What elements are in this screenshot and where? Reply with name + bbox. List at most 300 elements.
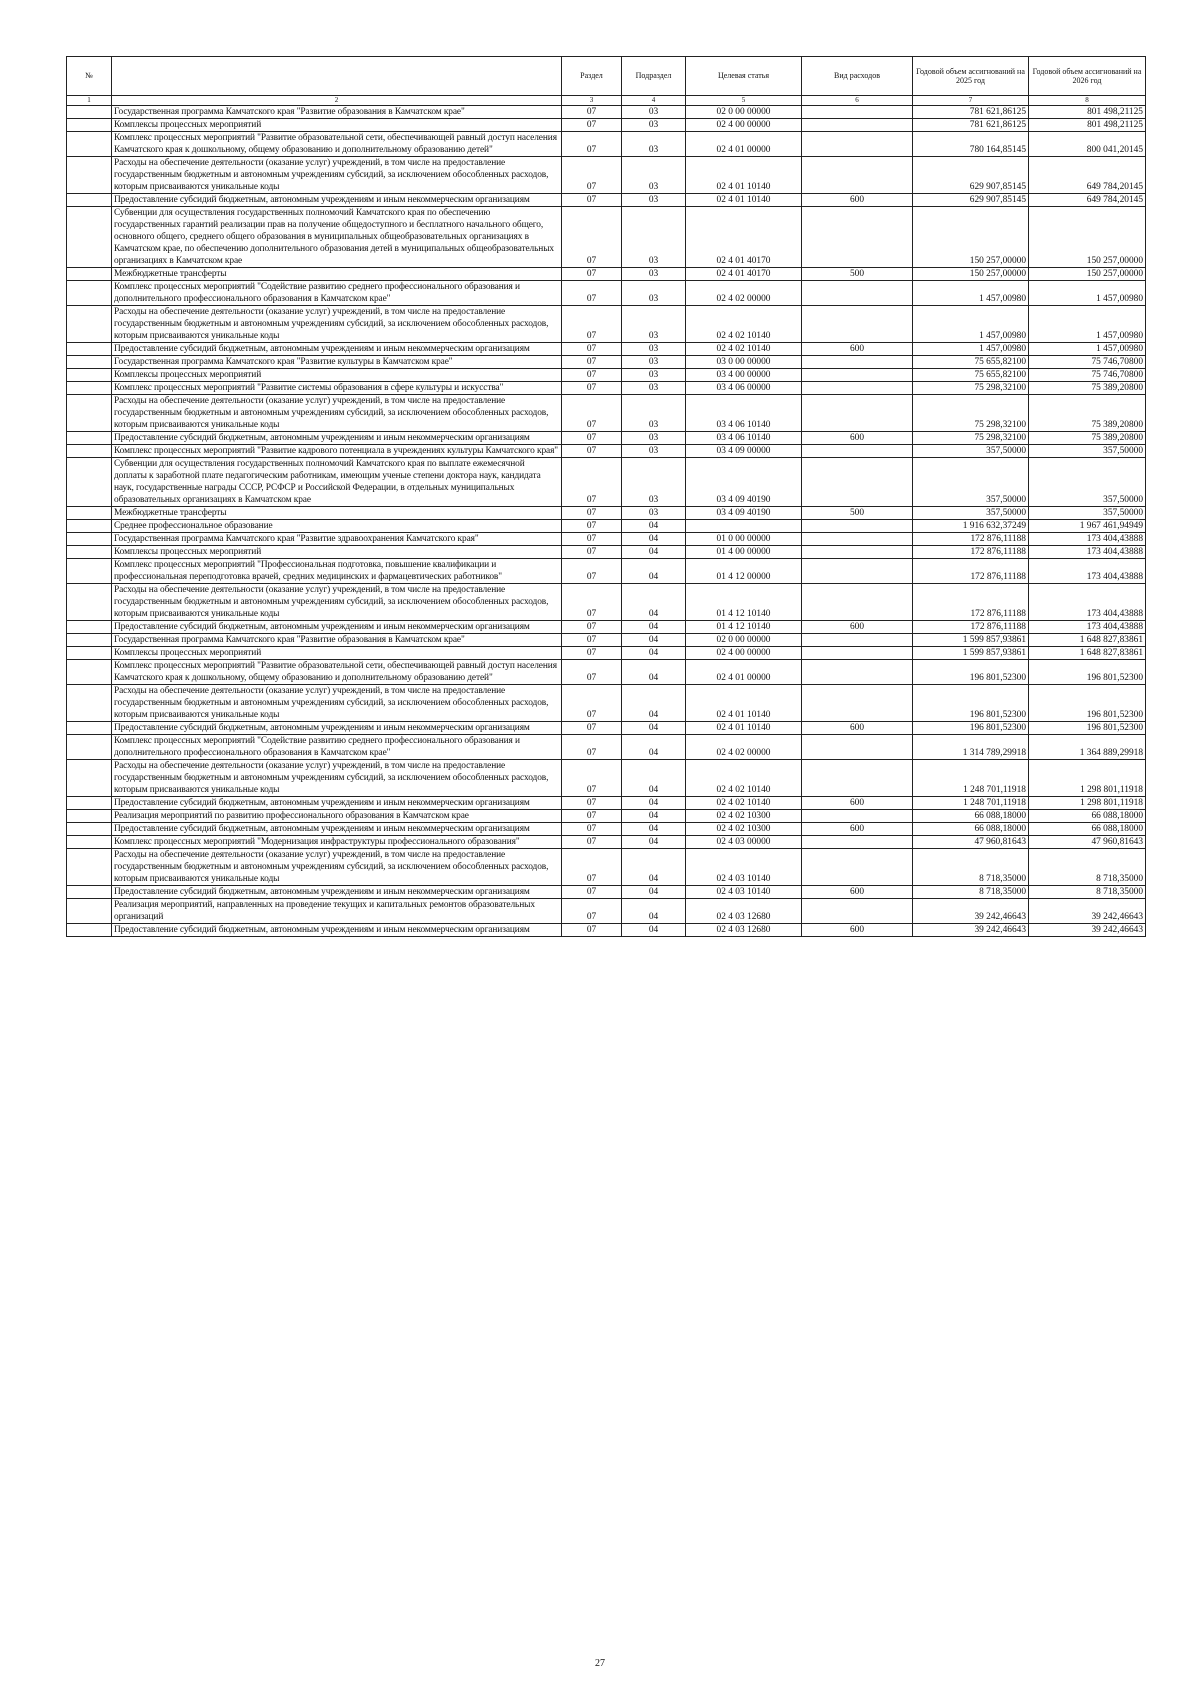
row-razdel-cell: 07 [562, 382, 622, 395]
row-target-article-cell: 02 4 01 10140 [686, 722, 802, 735]
row-amount-2025-cell: 8 718,35000 [913, 849, 1029, 886]
row-amount-2026-cell: 150 257,00000 [1029, 268, 1146, 281]
row-expense-type-cell: 600 [802, 343, 913, 356]
row-amount-2026-cell: 1 364 889,29918 [1029, 735, 1146, 760]
row-number-cell [67, 343, 112, 356]
row-amount-2026-cell: 173 404,43888 [1029, 533, 1146, 546]
row-amount-2025-cell: 75 655,82100 [913, 369, 1029, 382]
row-name-cell: Комплекс процессных мероприятий "Содействие развитию среднего профессионального образования и дополнительного профессионального образования в Камчатском крае" [112, 281, 562, 306]
row-podrazdel-cell: 04 [622, 797, 686, 810]
row-name-cell: Комплекс процессных мероприятий "Профессиональная подготовка, повышение квалификации и профессиональная переподготовка врачей, средних медицинских и фармацевтических работников" [112, 559, 562, 584]
header-expense-type: Вид расходов [802, 57, 913, 96]
row-amount-2025-cell: 39 242,46643 [913, 924, 1029, 937]
row-razdel-cell: 07 [562, 899, 622, 924]
row-target-article-cell: 03 4 06 10140 [686, 432, 802, 445]
row-target-article-cell: 02 4 02 00000 [686, 735, 802, 760]
header-name [112, 57, 562, 96]
row-razdel-cell: 07 [562, 735, 622, 760]
row-amount-2026-cell: 75 389,20800 [1029, 395, 1146, 432]
column-number: 5 [686, 96, 802, 106]
row-podrazdel-cell: 04 [622, 685, 686, 722]
row-podrazdel-cell: 04 [622, 735, 686, 760]
row-amount-2026-cell: 47 960,81643 [1029, 836, 1146, 849]
row-razdel-cell: 07 [562, 685, 622, 722]
table-row [67, 507, 1146, 520]
row-number-cell [67, 559, 112, 584]
row-amount-2025-cell: 47 960,81643 [913, 836, 1029, 849]
row-target-article-cell: 01 4 12 00000 [686, 559, 802, 584]
row-podrazdel-cell: 04 [622, 621, 686, 634]
row-number-cell [67, 647, 112, 660]
row-razdel-cell: 07 [562, 132, 622, 157]
row-number-cell [67, 119, 112, 132]
row-razdel-cell: 07 [562, 810, 622, 823]
row-number-cell [67, 306, 112, 343]
row-number-cell [67, 194, 112, 207]
row-name-cell: Предоставление субсидий бюджетным, автономным учреждениям и иным некоммерческим организациям [112, 194, 562, 207]
row-expense-type-cell [802, 533, 913, 546]
column-number: 2 [112, 96, 562, 106]
row-target-article-cell: 02 4 01 10140 [686, 685, 802, 722]
table-row [67, 343, 1146, 356]
row-target-article-cell: 02 4 03 12680 [686, 899, 802, 924]
budget-allocation-table [66, 56, 1146, 937]
row-expense-type-cell [802, 458, 913, 507]
row-razdel-cell: 07 [562, 369, 622, 382]
row-number-cell [67, 432, 112, 445]
row-razdel-cell: 07 [562, 356, 622, 369]
row-podrazdel-cell: 04 [622, 634, 686, 647]
row-amount-2026-cell: 357,50000 [1029, 507, 1146, 520]
row-expense-type-cell [802, 395, 913, 432]
row-name-cell: Государственная программа Камчатского края "Развитие здравоохранения Камчатского края" [112, 533, 562, 546]
row-amount-2025-cell: 196 801,52300 [913, 685, 1029, 722]
row-amount-2026-cell: 75 746,70800 [1029, 356, 1146, 369]
row-amount-2025-cell: 1 457,00980 [913, 343, 1029, 356]
row-podrazdel-cell: 03 [622, 445, 686, 458]
row-podrazdel-cell: 04 [622, 546, 686, 559]
row-target-article-cell: 01 4 12 10140 [686, 621, 802, 634]
table-row [67, 722, 1146, 735]
table-row [67, 735, 1146, 760]
row-amount-2025-cell: 1 314 789,29918 [913, 735, 1029, 760]
page-number: 27 [595, 1658, 605, 1669]
row-amount-2026-cell: 173 404,43888 [1029, 559, 1146, 584]
row-target-article-cell: 02 4 01 40170 [686, 207, 802, 268]
row-number-cell [67, 533, 112, 546]
table-row [67, 106, 1146, 119]
row-razdel-cell: 07 [562, 458, 622, 507]
row-razdel-cell: 07 [562, 722, 622, 735]
row-razdel-cell: 07 [562, 106, 622, 119]
row-target-article-cell: 02 4 01 10140 [686, 157, 802, 194]
table-row [67, 760, 1146, 797]
row-number-cell [67, 458, 112, 507]
row-expense-type-cell [802, 849, 913, 886]
row-name-cell: Расходы на обеспечение деятельности (оказание услуг) учреждений, в том числе на предоставление государственным бюджетным и автономным учреждениям субсидий, за исключением обособленных расходов, которым присваиваются уникальные коды [112, 306, 562, 343]
column-number: 3 [562, 96, 622, 106]
row-target-article-cell: 03 0 00 00000 [686, 356, 802, 369]
row-amount-2025-cell: 8 718,35000 [913, 886, 1029, 899]
table-row [67, 458, 1146, 507]
row-podrazdel-cell: 03 [622, 106, 686, 119]
row-amount-2026-cell: 39 242,46643 [1029, 924, 1146, 937]
row-expense-type-cell: 600 [802, 194, 913, 207]
row-expense-type-cell: 600 [802, 722, 913, 735]
row-expense-type-cell [802, 584, 913, 621]
row-expense-type-cell [802, 356, 913, 369]
row-podrazdel-cell: 04 [622, 722, 686, 735]
row-expense-type-cell [802, 106, 913, 119]
row-amount-2025-cell: 1 457,00980 [913, 281, 1029, 306]
row-amount-2026-cell: 357,50000 [1029, 458, 1146, 507]
table-row [67, 533, 1146, 546]
row-expense-type-cell: 600 [802, 621, 913, 634]
table-row [67, 559, 1146, 584]
row-podrazdel-cell: 03 [622, 119, 686, 132]
row-target-article-cell: 02 4 01 00000 [686, 660, 802, 685]
row-target-article-cell: 02 4 03 12680 [686, 924, 802, 937]
row-number-cell [67, 660, 112, 685]
table-row [67, 810, 1146, 823]
row-target-article-cell: 03 4 06 10140 [686, 395, 802, 432]
row-target-article-cell: 02 4 02 10300 [686, 823, 802, 836]
row-expense-type-cell: 600 [802, 886, 913, 899]
row-razdel-cell: 07 [562, 797, 622, 810]
row-podrazdel-cell: 03 [622, 369, 686, 382]
row-name-cell: Расходы на обеспечение деятельности (оказание услуг) учреждений, в том числе на предоставление государственным бюджетным и автономным учреждениям субсидий, за исключением обособленных расходов, которым присваиваются уникальные коды [112, 157, 562, 194]
row-amount-2026-cell: 173 404,43888 [1029, 584, 1146, 621]
table-row [67, 281, 1146, 306]
row-amount-2026-cell: 75 389,20800 [1029, 382, 1146, 395]
table-row [67, 194, 1146, 207]
table-row [67, 157, 1146, 194]
row-amount-2026-cell: 66 088,18000 [1029, 810, 1146, 823]
row-name-cell: Комплекс процессных мероприятий "Развитие системы образования в сфере культуры и искусства" [112, 382, 562, 395]
row-razdel-cell: 07 [562, 533, 622, 546]
row-podrazdel-cell: 03 [622, 356, 686, 369]
row-razdel-cell: 07 [562, 924, 622, 937]
row-razdel-cell: 07 [562, 281, 622, 306]
row-target-article-cell: 02 4 01 00000 [686, 132, 802, 157]
row-razdel-cell: 07 [562, 507, 622, 520]
row-name-cell: Среднее профессиональное образование [112, 520, 562, 533]
row-expense-type-cell [802, 445, 913, 458]
row-name-cell: Комплексы процессных мероприятий [112, 546, 562, 559]
row-number-cell [67, 507, 112, 520]
row-target-article-cell: 02 4 00 00000 [686, 119, 802, 132]
row-number-cell [67, 634, 112, 647]
row-expense-type-cell [802, 899, 913, 924]
row-number-cell [67, 268, 112, 281]
table-row [67, 546, 1146, 559]
row-expense-type-cell [802, 634, 913, 647]
row-name-cell: Государственная программа Камчатского края "Развитие образования в Камчатском крае" [112, 634, 562, 647]
row-number-cell [67, 207, 112, 268]
table-row [67, 621, 1146, 634]
column-number: 8 [1029, 96, 1146, 106]
row-name-cell: Реализация мероприятий по развитию профессионального образования в Камчатском крае [112, 810, 562, 823]
row-target-article-cell: 03 4 00 00000 [686, 369, 802, 382]
row-name-cell: Межбюджетные трансферты [112, 268, 562, 281]
row-amount-2025-cell: 75 298,32100 [913, 395, 1029, 432]
row-expense-type-cell [802, 520, 913, 533]
row-number-cell [67, 395, 112, 432]
row-name-cell: Расходы на обеспечение деятельности (оказание услуг) учреждений, в том числе на предоставление государственным бюджетным и автономным учреждениям субсидий, за исключением обособленных расходов, которым присваиваются уникальные коды [112, 584, 562, 621]
row-amount-2025-cell: 1 457,00980 [913, 306, 1029, 343]
table-row [67, 797, 1146, 810]
row-amount-2025-cell: 1 916 632,37249 [913, 520, 1029, 533]
row-razdel-cell: 07 [562, 432, 622, 445]
row-target-article-cell: 02 4 03 10140 [686, 849, 802, 886]
row-number-cell [67, 797, 112, 810]
row-amount-2026-cell: 66 088,18000 [1029, 823, 1146, 836]
row-amount-2025-cell: 39 242,46643 [913, 899, 1029, 924]
row-razdel-cell: 07 [562, 634, 622, 647]
row-expense-type-cell: 600 [802, 797, 913, 810]
row-expense-type-cell [802, 157, 913, 194]
header-target-article: Целевая статья [686, 57, 802, 96]
row-podrazdel-cell: 04 [622, 899, 686, 924]
row-name-cell: Комплексы процессных мероприятий [112, 119, 562, 132]
row-amount-2025-cell: 172 876,11188 [913, 621, 1029, 634]
row-name-cell: Предоставление субсидий бюджетным, автономным учреждениям и иным некоммерческим организациям [112, 621, 562, 634]
row-number-cell [67, 823, 112, 836]
row-number-cell [67, 132, 112, 157]
row-podrazdel-cell: 03 [622, 207, 686, 268]
table-row [67, 207, 1146, 268]
row-razdel-cell: 07 [562, 559, 622, 584]
row-expense-type-cell [802, 119, 913, 132]
row-number-cell [67, 899, 112, 924]
row-podrazdel-cell: 04 [622, 660, 686, 685]
row-name-cell: Комплекс процессных мероприятий "Развитие образовательной сети, обеспечивающей равный доступ населения Камчатского края к дошкольному, общему образованию и дополнительному образованию детей" [112, 132, 562, 157]
row-razdel-cell: 07 [562, 621, 622, 634]
row-amount-2026-cell: 1 457,00980 [1029, 306, 1146, 343]
row-number-cell [67, 886, 112, 899]
row-number-cell [67, 356, 112, 369]
row-amount-2025-cell: 196 801,52300 [913, 660, 1029, 685]
budget-table-page [66, 56, 1145, 937]
table-row [67, 268, 1146, 281]
row-amount-2026-cell: 1 457,00980 [1029, 281, 1146, 306]
row-expense-type-cell [802, 647, 913, 660]
row-podrazdel-cell: 04 [622, 924, 686, 937]
table-row [67, 382, 1146, 395]
row-razdel-cell: 07 [562, 849, 622, 886]
row-number-cell [67, 735, 112, 760]
table-row [67, 306, 1146, 343]
row-razdel-cell: 07 [562, 207, 622, 268]
header-podrazdel: Подраздел [622, 57, 686, 96]
row-amount-2025-cell: 357,50000 [913, 445, 1029, 458]
row-target-article-cell: 02 0 00 00000 [686, 634, 802, 647]
row-expense-type-cell [802, 559, 913, 584]
row-number-cell [67, 810, 112, 823]
row-amount-2025-cell: 150 257,00000 [913, 207, 1029, 268]
row-number-cell [67, 685, 112, 722]
column-number: 7 [913, 96, 1029, 106]
row-razdel-cell: 07 [562, 584, 622, 621]
row-razdel-cell: 07 [562, 157, 622, 194]
row-amount-2025-cell: 1 248 701,11918 [913, 797, 1029, 810]
row-amount-2025-cell: 75 298,32100 [913, 432, 1029, 445]
column-number: 4 [622, 96, 686, 106]
row-amount-2025-cell: 1 248 701,11918 [913, 760, 1029, 797]
row-name-cell: Межбюджетные трансферты [112, 507, 562, 520]
row-razdel-cell: 07 [562, 194, 622, 207]
row-target-article-cell: 02 4 02 00000 [686, 281, 802, 306]
table-row [67, 849, 1146, 886]
row-razdel-cell: 07 [562, 268, 622, 281]
row-target-article-cell: 03 4 09 40190 [686, 458, 802, 507]
row-amount-2026-cell: 649 784,20145 [1029, 194, 1146, 207]
row-amount-2026-cell: 8 718,35000 [1029, 849, 1146, 886]
row-target-article-cell: 02 4 03 10140 [686, 886, 802, 899]
row-target-article-cell: 01 0 00 00000 [686, 533, 802, 546]
table-row [67, 432, 1146, 445]
row-amount-2025-cell: 172 876,11188 [913, 546, 1029, 559]
row-podrazdel-cell: 04 [622, 810, 686, 823]
row-amount-2025-cell: 357,50000 [913, 507, 1029, 520]
row-name-cell: Расходы на обеспечение деятельности (оказание услуг) учреждений, в том числе на предоставление государственным бюджетным и автономным учреждениям субсидий, за исключением обособленных расходов, которым присваиваются уникальные коды [112, 395, 562, 432]
table-row [67, 132, 1146, 157]
row-expense-type-cell [802, 281, 913, 306]
row-amount-2026-cell: 649 784,20145 [1029, 157, 1146, 194]
row-podrazdel-cell: 03 [622, 306, 686, 343]
row-name-cell: Предоставление субсидий бюджетным, автономным учреждениям и иным некоммерческим организациям [112, 432, 562, 445]
row-razdel-cell: 07 [562, 836, 622, 849]
row-podrazdel-cell: 04 [622, 836, 686, 849]
row-target-article-cell: 01 4 12 10140 [686, 584, 802, 621]
column-number: 1 [67, 96, 112, 106]
row-podrazdel-cell: 03 [622, 395, 686, 432]
row-amount-2026-cell: 801 498,21125 [1029, 119, 1146, 132]
row-amount-2025-cell: 781 621,86125 [913, 119, 1029, 132]
row-podrazdel-cell: 03 [622, 507, 686, 520]
row-target-article-cell: 02 4 02 10140 [686, 343, 802, 356]
row-amount-2026-cell: 39 242,46643 [1029, 899, 1146, 924]
row-name-cell: Комплекс процессных мероприятий "Модернизация инфраструктуры профессионального образования" [112, 836, 562, 849]
row-expense-type-cell [802, 810, 913, 823]
table-row [67, 445, 1146, 458]
row-expense-type-cell [802, 735, 913, 760]
table-header [67, 57, 1146, 106]
row-name-cell: Государственная программа Камчатского края "Развитие культуры в Камчатском крае" [112, 356, 562, 369]
row-number-cell [67, 621, 112, 634]
row-amount-2026-cell: 75 389,20800 [1029, 432, 1146, 445]
row-expense-type-cell [802, 760, 913, 797]
row-amount-2026-cell: 173 404,43888 [1029, 546, 1146, 559]
row-name-cell: Предоставление субсидий бюджетным, автономным учреждениям и иным некоммерческим организациям [112, 722, 562, 735]
table-row [67, 660, 1146, 685]
row-amount-2025-cell: 75 655,82100 [913, 356, 1029, 369]
row-amount-2025-cell: 780 164,85145 [913, 132, 1029, 157]
table-row [67, 369, 1146, 382]
row-amount-2026-cell: 173 404,43888 [1029, 621, 1146, 634]
row-amount-2026-cell: 801 498,21125 [1029, 106, 1146, 119]
row-number-cell [67, 382, 112, 395]
row-podrazdel-cell: 03 [622, 343, 686, 356]
row-amount-2026-cell: 800 041,20145 [1029, 132, 1146, 157]
row-name-cell: Субвенции для осуществления государственных полномочий Камчатского края по выплате ежемесячной доплаты к заработной плате педагогическим работникам, имеющим ученые степени доктора наук, кандидата наук, государственные награды СССР, РСФСР и Российской Федерации, в отдельных муниципальных образовательных организациях в Камчатском крае [112, 458, 562, 507]
row-amount-2026-cell: 196 801,52300 [1029, 685, 1146, 722]
row-razdel-cell: 07 [562, 306, 622, 343]
row-amount-2026-cell: 1 298 801,11918 [1029, 797, 1146, 810]
row-target-article-cell: 01 4 00 00000 [686, 546, 802, 559]
row-podrazdel-cell: 04 [622, 849, 686, 886]
row-expense-type-cell [802, 660, 913, 685]
row-razdel-cell: 07 [562, 119, 622, 132]
row-amount-2026-cell: 357,50000 [1029, 445, 1146, 458]
table-row [67, 886, 1146, 899]
row-number-cell [67, 157, 112, 194]
row-podrazdel-cell: 03 [622, 458, 686, 507]
table-row [67, 836, 1146, 849]
row-number-cell [67, 836, 112, 849]
row-amount-2026-cell: 1 457,00980 [1029, 343, 1146, 356]
header-amount-2025: Годовой объем ассигнований на 2025 год [913, 57, 1029, 96]
row-name-cell: Предоставление субсидий бюджетным, автономным учреждениям и иным некоммерческим организациям [112, 924, 562, 937]
table-row [67, 520, 1146, 533]
row-name-cell: Комплекс процессных мероприятий "Развитие образовательной сети, обеспечивающей равный доступ населения Камчатского края к дошкольному, общему образованию и дополнительному образованию детей" [112, 660, 562, 685]
row-number-cell [67, 584, 112, 621]
row-name-cell: Предоставление субсидий бюджетным, автономным учреждениям и иным некоммерческим организациям [112, 343, 562, 356]
row-name-cell: Комплексы процессных мероприятий [112, 647, 562, 660]
row-amount-2026-cell: 1 967 461,94949 [1029, 520, 1146, 533]
row-target-article-cell: 03 4 09 40190 [686, 507, 802, 520]
row-target-article-cell: 02 4 02 10300 [686, 810, 802, 823]
row-amount-2025-cell: 66 088,18000 [913, 810, 1029, 823]
row-expense-type-cell [802, 836, 913, 849]
row-amount-2025-cell: 66 088,18000 [913, 823, 1029, 836]
row-expense-type-cell [802, 546, 913, 559]
row-amount-2026-cell: 196 801,52300 [1029, 722, 1146, 735]
header-razdel: Раздел [562, 57, 622, 96]
row-razdel-cell: 07 [562, 886, 622, 899]
row-podrazdel-cell: 03 [622, 281, 686, 306]
row-expense-type-cell: 600 [802, 823, 913, 836]
row-number-cell [67, 546, 112, 559]
row-amount-2025-cell: 629 907,85145 [913, 157, 1029, 194]
row-expense-type-cell: 600 [802, 432, 913, 445]
row-razdel-cell: 07 [562, 520, 622, 533]
row-target-article-cell [686, 520, 802, 533]
row-razdel-cell: 07 [562, 395, 622, 432]
row-amount-2025-cell: 1 599 857,93861 [913, 634, 1029, 647]
row-number-cell [67, 445, 112, 458]
row-name-cell: Предоставление субсидий бюджетным, автономным учреждениям и иным некоммерческим организациям [112, 886, 562, 899]
row-expense-type-cell [802, 132, 913, 157]
row-expense-type-cell: 500 [802, 507, 913, 520]
column-number: 6 [802, 96, 913, 106]
row-expense-type-cell [802, 685, 913, 722]
row-target-article-cell: 03 4 09 00000 [686, 445, 802, 458]
row-podrazdel-cell: 04 [622, 823, 686, 836]
row-amount-2025-cell: 75 298,32100 [913, 382, 1029, 395]
table-row [67, 823, 1146, 836]
row-podrazdel-cell: 03 [622, 268, 686, 281]
table-row [67, 395, 1146, 432]
row-podrazdel-cell: 04 [622, 647, 686, 660]
table-row [67, 924, 1146, 937]
row-name-cell: Комплексы процессных мероприятий [112, 369, 562, 382]
row-target-article-cell: 02 0 00 00000 [686, 106, 802, 119]
row-razdel-cell: 07 [562, 546, 622, 559]
row-expense-type-cell [802, 369, 913, 382]
row-target-article-cell: 02 4 02 10140 [686, 306, 802, 343]
row-target-article-cell: 02 4 00 00000 [686, 647, 802, 660]
